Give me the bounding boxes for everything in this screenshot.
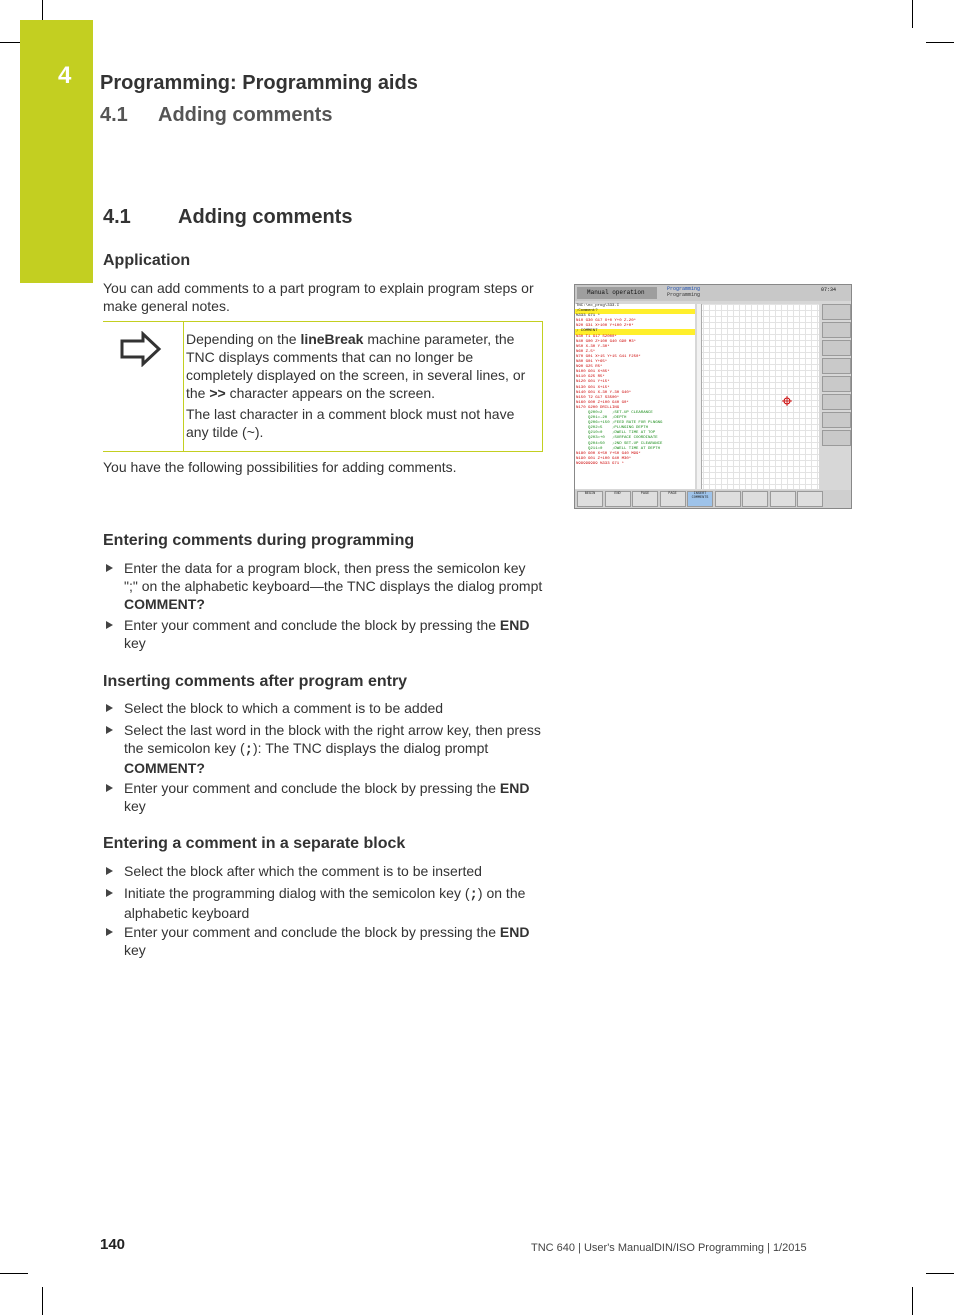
- program-line[interactable]: ; COMMENT: [575, 329, 695, 334]
- vertical-softkey[interactable]: [822, 304, 851, 320]
- note-text-part: machine parameter, the TNC displays comments that can no longer be completely displayed on the screen, in several lines, or the: [186, 331, 526, 401]
- list-item: [103, 616, 543, 652]
- bullet-arrow-icon: [106, 889, 113, 897]
- application-heading: Application: [103, 252, 191, 269]
- tnc-scale: [697, 304, 702, 489]
- tnc-graphic-area: [697, 304, 819, 489]
- vertical-softkey[interactable]: [822, 322, 851, 338]
- program-line[interactable]: N120 G01 Y+15*: [576, 380, 610, 385]
- note-param: lineBreak: [300, 331, 364, 347]
- softkey[interactable]: [797, 491, 823, 507]
- chapter-tab: [20, 20, 93, 283]
- step-text: key: [124, 942, 146, 958]
- program-line[interactable]: N70 G01 X+15 Y+15 G41 F250*: [576, 354, 641, 359]
- chapter-section-number: 4.1: [100, 104, 128, 126]
- program-line[interactable]: N190 G01 Z+100 G40 M30*: [576, 456, 632, 461]
- softkey[interactable]: INSERT COMMENTS: [687, 491, 713, 507]
- program-line[interactable]: N100 G01 X+85*: [576, 370, 610, 375]
- vertical-softkey[interactable]: [822, 340, 851, 356]
- key-name: END: [499, 780, 530, 796]
- program-line[interactable]: TNC:\nc_prog\333.I: [576, 304, 620, 308]
- step-text: Initiate the programming dialog with the semicolon key (: [124, 885, 470, 901]
- tnc-softkey-row: [575, 490, 851, 508]
- vertical-softkey[interactable]: [822, 412, 851, 428]
- program-line[interactable]: N50 X-30 Y-30*: [576, 344, 610, 349]
- crosshair-icon: [782, 396, 792, 406]
- section-heading: [103, 206, 352, 229]
- vertical-softkey[interactable]: [822, 376, 851, 392]
- list-item: [103, 862, 543, 880]
- program-line[interactable]: Q201=-20 ;DEPTH: [576, 416, 627, 421]
- tnc-clock: 07:34: [821, 287, 837, 293]
- note-arrow-icon: [119, 331, 163, 367]
- step-text: Enter the data for a program block, then press the semicolon key ";" on the alphabetic keyboard—the TNC displays the dialog prompt: [124, 560, 543, 594]
- note-paragraph: [186, 330, 531, 402]
- program-line[interactable]: N160 G00 Z+100 G40 G0*: [576, 400, 629, 405]
- program-line[interactable]: Q202=5 ;PLUNGING DEPTH: [576, 426, 649, 431]
- application-intro: You can add comments to a part program to explain program steps or make general notes.: [103, 280, 534, 314]
- softkey[interactable]: END: [605, 491, 631, 507]
- program-line[interactable]: Q200=2 ;SET-UP CLEARANCE: [576, 410, 653, 415]
- bullet-arrow-icon: [106, 726, 113, 734]
- section-number: 4.1: [103, 206, 131, 228]
- crop-mark: [912, 0, 913, 28]
- chapter-title: Programming: Programming aids: [100, 72, 418, 94]
- crop-mark: [0, 1273, 28, 1274]
- chapter-section-heading: [100, 104, 332, 127]
- tnc-mode-bar: [575, 285, 851, 301]
- program-line[interactable]: ;Comment?: [575, 309, 695, 314]
- section-title: Adding comments: [178, 206, 353, 228]
- note-symbol: >>: [209, 385, 226, 401]
- softkey[interactable]: [770, 491, 796, 507]
- tnc-screenshot: [574, 284, 852, 509]
- step-text: ) on the alphabetic keyboard: [124, 885, 526, 921]
- note-text: [186, 330, 531, 444]
- crop-mark: [912, 1287, 913, 1315]
- list-item: [103, 779, 543, 815]
- program-line[interactable]: N140 G01 X-30 Y-30 G40*: [576, 390, 632, 395]
- step-text: Select the last word in the block with the right arrow key, then press the semicolon key (: [124, 722, 541, 756]
- program-line[interactable]: N40 G00 Z+100 G40 G90 M3*: [576, 339, 637, 344]
- footer-document-title: TNC 640 | User's ManualDIN/ISO Programming | 1/2015: [531, 1242, 807, 1254]
- bullet-arrow-icon: [106, 704, 113, 712]
- program-line[interactable]: N20 G31 X+100 Y+100 Z+0*: [576, 324, 634, 329]
- during-programming-heading: Entering comments during programming: [103, 532, 415, 549]
- note-paragraph-tilde: The last character in a comment block must not have any tilde (~).: [186, 406, 515, 440]
- key-name: ;: [469, 887, 478, 903]
- crop-mark: [0, 42, 20, 43]
- softkey[interactable]: BEGIN: [577, 491, 603, 507]
- crop-mark: [42, 1287, 43, 1315]
- tnc-vertical-softkeys: [822, 304, 851, 489]
- tnc-mode-manual: Manual operation: [577, 287, 657, 299]
- program-line[interactable]: N99999999 %333 G71 *: [576, 461, 625, 466]
- bullet-arrow-icon: [106, 928, 113, 936]
- page-number: 140: [100, 1236, 126, 1253]
- chapter-number: 4: [58, 62, 72, 89]
- list-item: [103, 884, 543, 922]
- key-name: END: [499, 617, 530, 633]
- application-outro: You have the following possibilities for adding comments.: [103, 459, 457, 475]
- vertical-softkey[interactable]: [822, 430, 851, 446]
- step-text: Select the block after which the comment is to be inserted: [124, 863, 482, 879]
- program-line[interactable]: N10 G30 G17 X+0 Y+0 Z-20*: [576, 319, 637, 324]
- note-text-part: character appears on the screen.: [225, 385, 436, 401]
- note-box: [103, 321, 543, 452]
- dialog-prompt: COMMENT?: [124, 596, 205, 612]
- program-line[interactable]: Q204=50 ;2ND SET-UP CLEARANCE: [576, 441, 663, 446]
- crop-mark: [42, 0, 43, 20]
- bullet-arrow-icon: [106, 867, 113, 875]
- bullet-arrow-icon: [106, 564, 113, 572]
- list-item: [103, 721, 543, 777]
- softkey[interactable]: PAGE: [632, 491, 658, 507]
- program-line[interactable]: N60 Z-5*: [576, 349, 596, 354]
- key-name: END: [499, 924, 530, 940]
- step-text: Select the block to which a comment is to be added: [124, 700, 444, 716]
- tnc-program-listing: [575, 304, 695, 489]
- bullet-arrow-icon: [106, 784, 113, 792]
- softkey[interactable]: [742, 491, 768, 507]
- softkey-sub-label: COMMENTS: [691, 496, 709, 500]
- program-line[interactable]: Q206=+150 ;FEED RATE FOR PLNGNG: [576, 421, 663, 426]
- step-text: Enter your comment and conclude the block by pressing the: [124, 780, 500, 796]
- note-divider: [183, 322, 184, 451]
- note-text-part: Depending on the: [186, 331, 301, 347]
- crop-mark: [926, 1273, 954, 1274]
- program-line[interactable]: N90 G25 R5*: [576, 365, 603, 370]
- tnc-mode-programming-label: Programming: [667, 286, 701, 292]
- program-line[interactable]: N150 T2 G17 S3500*: [576, 395, 620, 400]
- program-line[interactable]: Q210=0 ;DWELL TIME AT TOP: [576, 431, 656, 436]
- tnc-mode-programming: [659, 286, 797, 298]
- crop-mark: [926, 42, 954, 43]
- program-line[interactable]: N130 G01 X+15*: [576, 385, 610, 390]
- step-text: key: [124, 635, 146, 651]
- program-line[interactable]: N80 G01 Y+65*: [576, 360, 608, 365]
- step-text: Enter your comment and conclude the block by pressing the: [124, 924, 500, 940]
- step-text: key: [124, 798, 146, 814]
- program-line[interactable]: Q211=0 ;DWELL TIME AT DEPTH: [576, 446, 661, 451]
- list-item: [103, 923, 543, 959]
- step-text: Enter your comment and conclude the block by pressing the: [124, 617, 500, 633]
- key-name: ;: [244, 742, 254, 758]
- list-item: [103, 699, 543, 717]
- program-line[interactable]: N170 G200 DRILLING: [576, 405, 620, 410]
- bullet-arrow-icon: [106, 621, 113, 629]
- softkey[interactable]: [715, 491, 741, 507]
- program-line[interactable]: N30 T1 G17 S2000*: [576, 334, 617, 339]
- vertical-softkey[interactable]: [822, 394, 851, 410]
- after-entry-heading: Inserting comments after program entry: [103, 673, 408, 690]
- program-line[interactable]: Q203=+0 ;SURFACE COORDINATE: [576, 436, 658, 441]
- separate-block-heading: Entering a comment in a separate block: [103, 835, 406, 852]
- dialog-prompt: COMMENT?: [124, 760, 205, 776]
- list-item: [103, 559, 543, 613]
- program-line[interactable]: N180 G00 X+50 Y+50 G40 M99*: [576, 451, 641, 456]
- step-text: ): The TNC displays the dialog prompt: [253, 740, 489, 756]
- program-line[interactable]: %333 G71 *: [576, 314, 601, 319]
- softkey[interactable]: PAGE: [660, 491, 686, 507]
- vertical-softkey[interactable]: [822, 358, 851, 374]
- chapter-section-title: Adding comments: [158, 104, 333, 126]
- program-line[interactable]: N110 G25 R5*: [576, 375, 605, 380]
- tnc-mode-programming-sub: Programming: [667, 292, 701, 298]
